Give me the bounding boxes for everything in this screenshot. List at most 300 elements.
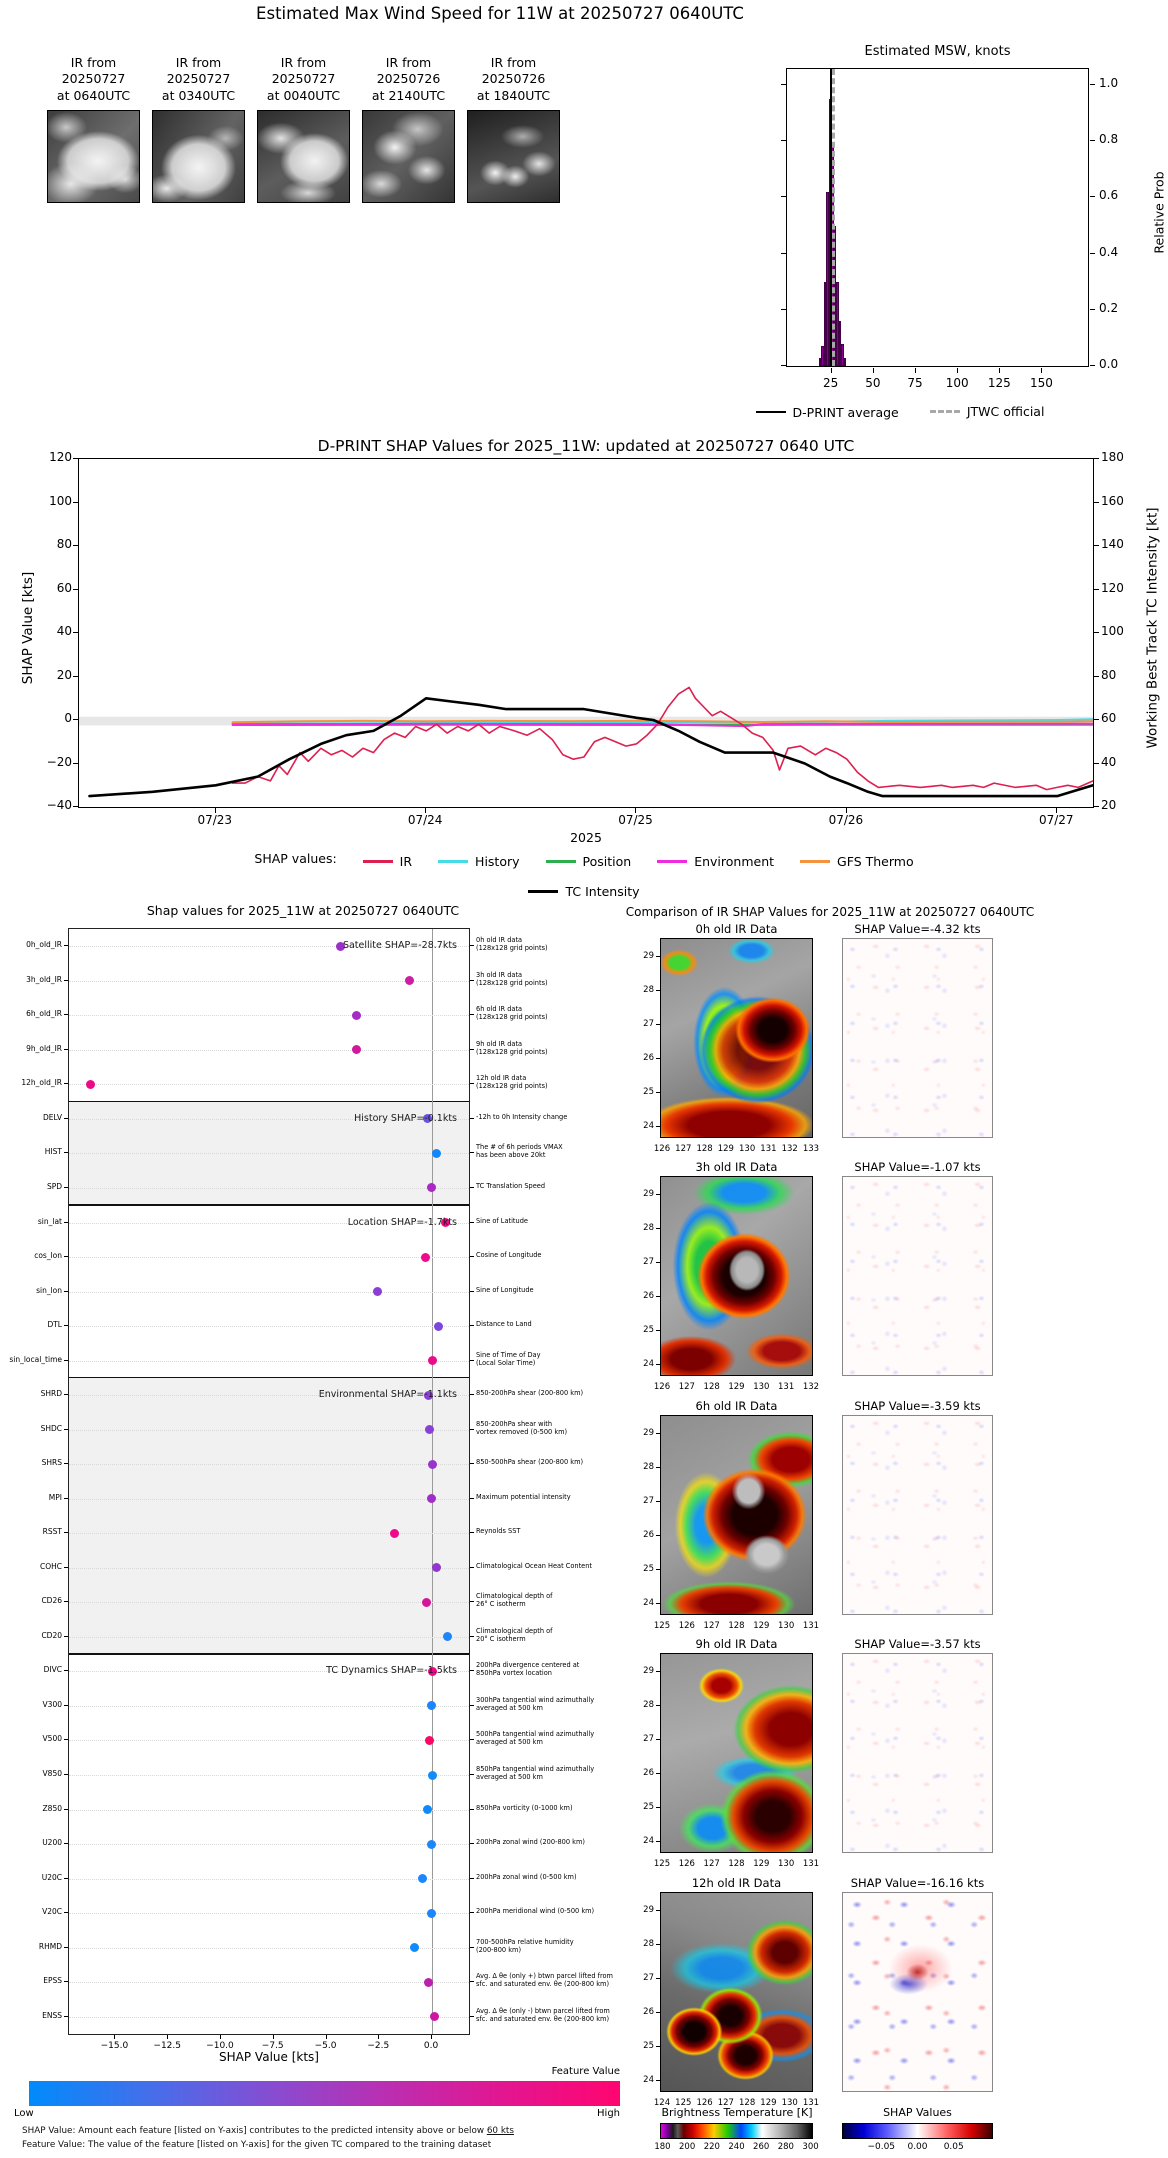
feature-desc-line: 500hPa tangential wind azimuthally [476, 1730, 595, 1739]
legend-item-dprint [756, 405, 899, 420]
row-tick-left [64, 1532, 68, 1533]
lat-tick-label: 25 [643, 2041, 654, 2051]
feature-desc-line: Maximum potential intensity [476, 1492, 571, 1501]
lat-tick-mark [656, 990, 660, 991]
lat-tick-mark [656, 1501, 660, 1502]
x-tick-label: 07/27 [1038, 813, 1074, 827]
msw-histogram [786, 68, 1089, 367]
row-gridline [69, 1706, 469, 1707]
feature-desc [476, 1075, 654, 1091]
lat-tick-label: 29 [643, 1428, 654, 1438]
y-tick-label-left: −20 [46, 754, 72, 769]
bt-tick-label: 260 [753, 2142, 770, 2152]
feature-desc [476, 1805, 654, 1813]
ir-thumbnail-label-line: IR from [175, 55, 222, 70]
feature-dot [430, 2012, 439, 2021]
footnote-shap-underlined: 60 kts [486, 2126, 514, 2136]
feature-desc-line: has been above 20kt [476, 1151, 546, 1160]
row-tick-left [64, 1774, 68, 1775]
y-tick-right-mark [1094, 763, 1099, 764]
feature-desc-line: 6h old IR data [476, 1005, 523, 1014]
y-tick-left [781, 84, 786, 85]
bt-tick-label: 200 [679, 2142, 696, 2152]
ir-thumbnail-label-line: 20250726 [481, 71, 546, 87]
bt-tick-label: 220 [703, 2142, 720, 2152]
y-tick-label-right: 160 [1101, 493, 1124, 508]
row-tick-left [64, 1014, 68, 1015]
y-tick-label-right: 0.6 [1099, 188, 1119, 203]
ir-thumbnail-label-line: 20250726 [376, 71, 441, 87]
section-label: Satellite SHAP=-28.7kts [342, 940, 457, 952]
dotplot-x-tick [220, 2035, 221, 2039]
lon-tick-label: 126 [653, 1144, 671, 1154]
row-gridline [69, 1602, 469, 1603]
feature-desc [476, 1697, 654, 1713]
lat-tick-mark [656, 1807, 660, 1808]
dotplot-x-tick-label: −15.0 [100, 2041, 129, 2051]
feature-desc-line: Distance to Land [476, 1320, 532, 1329]
x-tick-label: 07/26 [828, 813, 864, 827]
feature-desc-line: 850hPa tangential wind azimuthally [476, 1765, 595, 1774]
featurebar-low: Low [14, 2108, 34, 2119]
dprint-label: D-PRINT average [792, 404, 899, 420]
lat-tick-mark [656, 1058, 660, 1059]
section-label: History SHAP=-0.1kts [354, 1112, 457, 1124]
feature-desc-line: TC Translation Speed [476, 1181, 546, 1190]
section-divider [69, 1101, 469, 1103]
y-tick-right-mark [1094, 502, 1099, 503]
feature-desc-line: averaged at 500 km [476, 1738, 543, 1747]
shap-dotplot [68, 928, 470, 2035]
feature-label: SHRS [41, 1458, 62, 1468]
y-tick-left [781, 365, 786, 366]
row-tick-left [64, 980, 68, 981]
row-tick-left [64, 1843, 68, 1844]
lat-tick-mark [656, 1330, 660, 1331]
dotplot-title: Shap values for 2025_11W at 20250727 0640UTC [146, 903, 460, 918]
legend-item-environment [657, 854, 774, 869]
ir-thumbnail-label [353, 55, 464, 104]
shap-map-bottom-ticks [848, 1376, 987, 1380]
row-tick-right [470, 1912, 474, 1913]
section-shading [69, 1378, 469, 1654]
legend-label: IR [399, 854, 413, 869]
row-tick-left [64, 1083, 68, 1084]
x-tick-label: 07/25 [618, 813, 653, 827]
timeseries-svg [79, 459, 1093, 807]
feature-desc-line: 200hPa divergence centered at [476, 1661, 580, 1670]
lon-tick-label: 130 [778, 1859, 795, 1869]
y-tick-label-right: 40 [1101, 754, 1117, 769]
lon-tick-label: 128 [739, 2098, 756, 2108]
legend-label: GFS Thermo [837, 854, 914, 869]
feature-label: Z850 [42, 1803, 62, 1813]
feature-dot [428, 1771, 437, 1780]
row-gridline [69, 1015, 469, 1016]
y-tick-left-mark [73, 632, 78, 633]
lon-tick-label: 129 [760, 2098, 777, 2108]
feature-label: 12h_old_IR [21, 1078, 62, 1088]
histogram-ylabel: Relative Prob [1151, 171, 1167, 254]
x-tick-label: 50 [865, 376, 881, 390]
ir-map-title: 9h old IR Data [695, 1637, 778, 1651]
y-tick-right-mark [1094, 676, 1099, 677]
dotplot-x-tick-label: −12.5 [153, 2041, 181, 2051]
row-gridline [69, 1775, 469, 1776]
shap-map [842, 1415, 993, 1615]
lat-tick-mark [656, 1569, 660, 1570]
lon-tick-label: 125 [653, 1859, 671, 1869]
lon-tick-label: 129 [753, 1859, 770, 1869]
shap-map-title: SHAP Value=-4.32 kts [854, 922, 981, 936]
feature-desc-line: 850-200hPa shear with [476, 1419, 553, 1428]
lat-tick-label: 27 [643, 1496, 654, 1506]
ir-map-bottom-ticks [662, 1853, 811, 1857]
feature-label: HIST [44, 1147, 62, 1157]
row-tick-left [64, 1187, 68, 1188]
shap-tick-label: −0.05 [867, 2142, 896, 2152]
feature-desc-line: 12h old IR data [476, 1074, 527, 1083]
lat-tick-label: 27 [643, 1019, 654, 1029]
feature-label: sin_lat [37, 1216, 62, 1226]
section-label: TC Dynamics SHAP=-1.5kts [326, 1665, 457, 1677]
feature-label: V850 [42, 1769, 62, 1779]
shap-map-bottom-ticks [848, 2092, 987, 2096]
feature-dot [427, 1494, 436, 1503]
feature-desc-line: -12h to 0h Intensity change [476, 1112, 568, 1121]
lat-tick-label: 24 [643, 1121, 654, 1131]
feature-desc [476, 1421, 654, 1437]
y-tick-label-right: 20 [1101, 798, 1117, 812]
feature-desc [476, 1321, 654, 1329]
shap-map-bottom-ticks [848, 1138, 987, 1142]
row-tick-right [470, 1152, 474, 1153]
feature-desc-line: 200hPa zonal wind (0-500 km) [476, 1872, 577, 1881]
feature-label: SHRD [40, 1389, 62, 1399]
row-tick-right [470, 1256, 474, 1257]
row-gridline [69, 1292, 469, 1293]
y-tick-label-right: 180 [1101, 450, 1124, 464]
feature-desc-line: 20° C isotherm [476, 1634, 526, 1643]
feature-dot [410, 1943, 419, 1952]
feature-desc [476, 1731, 654, 1747]
row-gridline [69, 1913, 469, 1914]
feature-desc-line: The # of 6h periods VMAX [476, 1143, 563, 1152]
lon-tick-label: 130 [739, 1144, 756, 1154]
footnote-shap-pre: SHAP Value: Amount each feature [listed on Y-axis] contributes to the predicted intensity above or below [22, 2126, 487, 2136]
x-tick [915, 368, 916, 373]
y-tick-left-mark [73, 545, 78, 546]
y-tick-left-mark [73, 806, 78, 807]
bt-tick-label: 280 [777, 2142, 794, 2152]
ir-thumbnail-image [47, 110, 140, 203]
feature-desc [476, 1459, 654, 1467]
lon-tick-label: 131 [802, 2098, 820, 2108]
ir-map-title: 12h old IR Data [691, 1876, 782, 1890]
row-tick-right [470, 1463, 474, 1464]
featurebar-title: Feature Value [551, 2066, 620, 2077]
feature-label: CD20 [41, 1630, 62, 1640]
feature-desc-line: 850hPa vortex location [476, 1669, 552, 1678]
feature-label: DTL [47, 1320, 62, 1330]
x-tick [1041, 368, 1042, 373]
feature-dot [427, 1701, 436, 1710]
lat-tick-label: 29 [643, 951, 654, 961]
feature-label: 0h_old_IR [26, 940, 62, 950]
lat-tick-mark [656, 1603, 660, 1604]
histogram-bar [844, 358, 847, 366]
lat-tick-mark [656, 1841, 660, 1842]
jtwc-line-sample [930, 410, 960, 413]
lon-tick-labels [652, 1144, 821, 1154]
row-gridline [69, 1637, 469, 1638]
feature-dot [423, 1805, 432, 1814]
feature-desc [476, 1593, 654, 1609]
dotplot-x-tick [167, 2035, 168, 2039]
feature-desc-line: Reynolds SST [476, 1527, 521, 1536]
feature-label: sin_lon [36, 1285, 62, 1295]
ir-map-bottom-ticks [662, 1138, 811, 1142]
shap-timeseries-plot [78, 458, 1094, 808]
feature-label: cos_lon [34, 1251, 62, 1261]
timeseries-legend-row2 [0, 878, 1168, 899]
lat-tick-mark [656, 1910, 660, 1911]
lat-tick-label: 29 [643, 1189, 654, 1199]
legend-label: TC Intensity [565, 884, 640, 899]
ir-thumbnail-label-line: at 0640UTC [56, 87, 131, 103]
lon-tick-label: 127 [678, 1382, 695, 1392]
lat-tick-mark [656, 1228, 660, 1229]
y-tick-right-mark [1094, 589, 1099, 590]
feature-label: 3h_old_IR [26, 974, 62, 984]
legend-line-sample [546, 860, 576, 863]
lon-tick-label: 127 [703, 1621, 720, 1631]
row-tick-left [64, 1878, 68, 1879]
feature-desc-line: (200-800 km) [476, 1945, 522, 1954]
feature-desc-line: 850-500hPa shear (200-800 km) [476, 1458, 584, 1467]
y-tick-left-mark [73, 458, 78, 459]
lat-tick-mark [656, 1705, 660, 1706]
lon-tick-label: 127 [717, 2098, 734, 2108]
bt-tick-label: 240 [728, 2142, 745, 2152]
section-label: Environmental SHAP=-1.1kts [318, 1389, 457, 1401]
y-tick-right-mark [1094, 806, 1099, 807]
row-tick-left [64, 1256, 68, 1257]
y-tick-label-left: 40 [56, 624, 72, 638]
ir-thumbnail-label-line: at 0040UTC [266, 87, 341, 103]
ir-map [660, 1653, 813, 1853]
ir-map-bottom-ticks [662, 1376, 811, 1380]
feature-desc [476, 1114, 654, 1122]
lat-tick-mark [656, 1126, 660, 1127]
dotplot-x-tick [273, 2035, 274, 2039]
legend-item-history [438, 854, 519, 869]
row-tick-right [470, 1118, 474, 1119]
row-gridline [69, 1879, 469, 1880]
dotplot-x-tick [378, 2035, 379, 2039]
lon-tick-label: 127 [703, 1859, 720, 1869]
feature-desc-line: Climatological depth of [476, 1592, 553, 1601]
section-label: Location SHAP=-1.7kts [347, 1216, 457, 1228]
main-title: Estimated Max Wind Speed for 11W at 20250727 0640UTC [256, 4, 744, 23]
lon-tick-label: 132 [781, 1144, 798, 1154]
lat-tick-label: 24 [643, 1598, 654, 1608]
feature-desc-line: Climatological depth of [476, 1626, 553, 1635]
ir-thumbnail-label-line: 20250727 [271, 71, 336, 87]
feature-desc-line: (128x128 grid points) [476, 1013, 548, 1022]
ir-thumbnail-label-line: 20250727 [166, 71, 231, 87]
lat-tick-mark [656, 1024, 660, 1025]
shap-map [842, 938, 993, 1138]
section-divider [69, 1653, 469, 1655]
feature-dot [373, 1287, 382, 1296]
feature-dot [86, 1080, 95, 1089]
lon-tick-label: 127 [675, 1144, 692, 1154]
row-gridline [69, 1326, 469, 1327]
footnote-shap-value [22, 2126, 514, 2136]
feature-desc [476, 1563, 654, 1571]
feature-dot [432, 1149, 441, 1158]
timeseries-ylabel-left: SHAP Value [kts] [20, 571, 37, 685]
lat-tick-mark [656, 1944, 660, 1945]
timeseries-xlabel: 2025 [570, 830, 602, 845]
feature-desc [476, 1874, 654, 1882]
feature-label: RSST [42, 1527, 62, 1537]
ir-thumbnail-label [458, 55, 569, 104]
y-tick-right-mark [1094, 719, 1099, 720]
shap-colorbar-title: SHAP Values [883, 2106, 952, 2119]
feature-desc-line: Sine of Time of Day [476, 1350, 541, 1359]
feature-desc [476, 1252, 654, 1260]
bt-tick-label: 180 [654, 2142, 671, 2152]
feature-desc [476, 1006, 654, 1022]
feature-label: RHMD [38, 1941, 62, 1951]
y-tick-label-right: 1.0 [1099, 76, 1119, 91]
row-tick-right [470, 980, 474, 981]
feature-desc-line: averaged at 500 km [476, 1772, 543, 1781]
feature-dot [405, 976, 414, 985]
row-tick-left [64, 1222, 68, 1223]
legend-line-sample [363, 860, 393, 863]
bt-colorbar-title: Brightness Temperature [K] [661, 2106, 813, 2119]
y-tick-label-left: 20 [56, 667, 72, 682]
lon-tick-label: 131 [802, 1859, 820, 1869]
feature-dot [390, 1529, 399, 1538]
row-tick-right [470, 1567, 474, 1568]
row-tick-left [64, 1670, 68, 1671]
row-gridline [69, 1948, 469, 1949]
lat-tick-label: 25 [643, 1087, 654, 1097]
feature-label: U20C [41, 1872, 62, 1882]
x-tick [957, 368, 958, 373]
lat-tick-mark [656, 1671, 660, 1672]
row-gridline [69, 1050, 469, 1051]
shap-map-title: SHAP Value=-3.59 kts [854, 1399, 981, 1413]
feature-desc-line: 700-500hPa relative humidity [476, 1937, 574, 1946]
row-tick-right [470, 1049, 474, 1050]
ir-map-title: 0h old IR Data [695, 922, 778, 936]
lon-tick-label: 128 [703, 1382, 720, 1392]
legend-label: History [475, 854, 520, 869]
feature-desc [476, 1662, 654, 1678]
lat-tick-mark [656, 1739, 660, 1740]
row-tick-left [64, 1049, 68, 1050]
lat-tick-mark [656, 1296, 660, 1297]
row-gridline [69, 1810, 469, 1811]
feature-label: DIVC [43, 1665, 62, 1675]
y-tick-label-right: 60 [1101, 711, 1117, 725]
y-tick-right-mark [1094, 458, 1099, 459]
feature-label: V300 [42, 1699, 62, 1709]
lon-tick-labels [652, 1621, 821, 1631]
section-divider [69, 1204, 469, 1206]
y-tick-left-mark [73, 589, 78, 590]
lat-tick-label: 29 [643, 1905, 654, 1915]
y-tick-right [1090, 84, 1095, 85]
x-tick-label: 100 [945, 376, 969, 390]
y-tick-label-right: 80 [1101, 667, 1117, 682]
dotplot-x-tick-label: −5.0 [314, 2041, 337, 2051]
ir-map-bottom-ticks [662, 2092, 811, 2096]
lon-tick-label: 128 [728, 1621, 745, 1631]
row-gridline [69, 1533, 469, 1534]
feature-label: MPI [48, 1492, 62, 1502]
feature-desc-line: Avg. Δ θe (only +) btwn parcel lifted from [476, 1972, 613, 1981]
feature-label: COHC [39, 1561, 62, 1571]
feature-desc [476, 937, 654, 953]
lon-tick-label: 129 [728, 1382, 745, 1392]
lon-tick-label: 131 [760, 1144, 777, 1154]
lat-tick-label: 25 [643, 1564, 654, 1574]
lat-tick-label: 25 [643, 1802, 654, 1812]
y-tick-right [1090, 309, 1095, 310]
feature-desc-line: Climatological Ocean Heat Content [476, 1561, 592, 1570]
lon-tick-label: 128 [728, 1859, 745, 1869]
timeseries-ylabel-right: Working Best Track TC Intensity [kt] [1144, 507, 1161, 749]
row-tick-left [64, 1325, 68, 1326]
ir-thumbnail-label [248, 55, 359, 104]
row-gridline [69, 2017, 469, 2018]
x-tick [999, 368, 1000, 373]
feature-desc [476, 1766, 654, 1782]
y-tick-label-left: 120 [49, 450, 72, 464]
lat-tick-mark [656, 2046, 660, 2047]
y-tick-left [781, 309, 786, 310]
shap-map [842, 1653, 993, 1853]
ir-thumbnail-label-line: at 1840UTC [476, 87, 551, 103]
feature-dot [427, 1840, 436, 1849]
lon-tick-label: 131 [802, 1621, 820, 1631]
legend-item-position [546, 854, 632, 869]
row-tick-right [470, 2016, 474, 2017]
feature-desc [476, 1494, 654, 1502]
y-tick-label-right: 140 [1101, 537, 1124, 551]
feature-desc [476, 1352, 654, 1368]
row-tick-left [64, 1118, 68, 1119]
legend-item-gfs-thermo [800, 854, 914, 869]
legend-item-ir [363, 854, 412, 869]
lon-tick-label: 128 [696, 1144, 713, 1154]
row-tick-right [470, 1187, 474, 1188]
ir-thumbnail-image [362, 110, 455, 203]
ir-thumbnail-image [467, 110, 560, 203]
row-tick-right [470, 1532, 474, 1533]
lat-tick-label: 26 [643, 2007, 654, 2017]
row-tick-right [470, 1394, 474, 1395]
lon-tick-label: 126 [653, 1382, 671, 1392]
feature-dot [352, 1011, 361, 1020]
row-gridline [69, 1844, 469, 1845]
